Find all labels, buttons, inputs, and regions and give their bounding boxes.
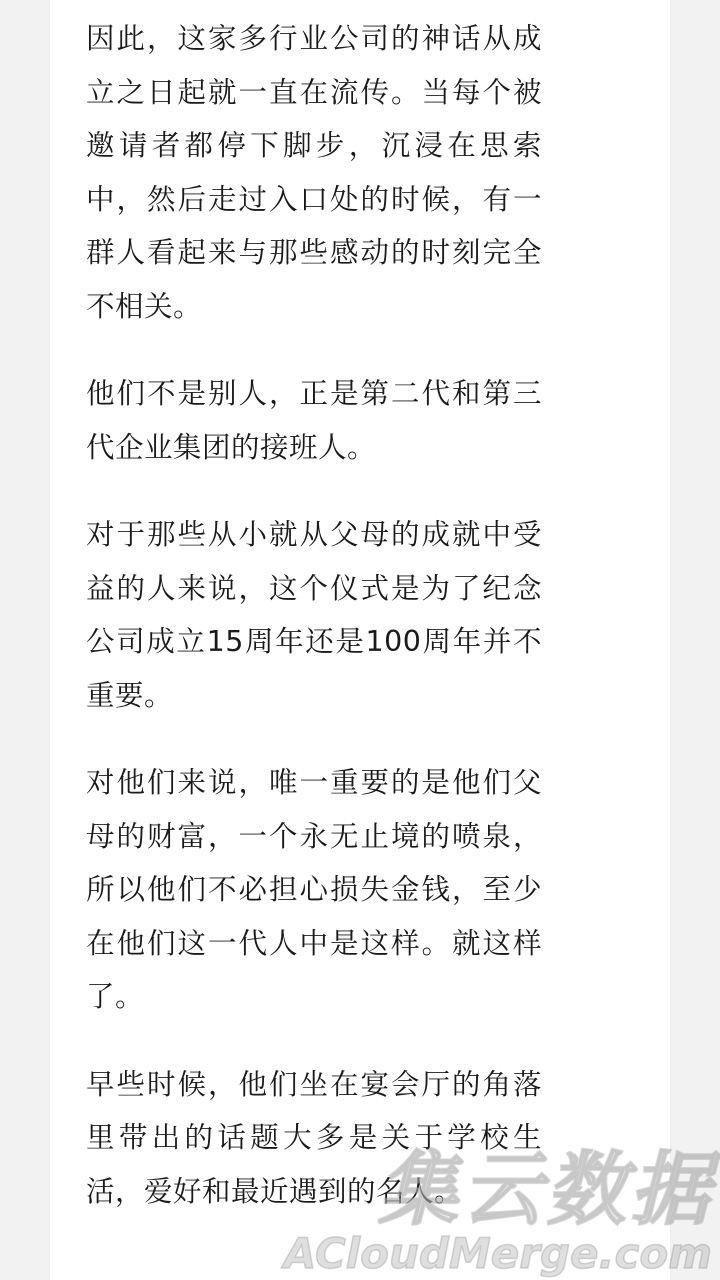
watermark-chinese-text: 集云数据 — [378, 1143, 714, 1236]
paragraph: 对他们来说，唯一重要的是他们父母的财富，一个永无止境的喷泉，所以他们不必担心损失金钱，至少在他们这一代人中是这样。就这样了。 — [86, 766, 542, 1013]
paragraph: 对于那些从小就从父母的成就中受益的人来说，这个仪式是为了纪念公司成立15周年还是100周年并不重要。 — [86, 518, 542, 712]
paragraph: 因此，这家多行业公司的神话从成立之日起就一直在流传。当每个被邀请者都停下脚步，沉浸在思索中，然后走过入口处的时候，有一群人看起来与那些感动的时刻完全不相关。 — [86, 22, 542, 323]
paragraph: 他们不是别人，正是第二代和第三代企业集团的接班人。 — [86, 377, 542, 464]
article-body — [86, 12, 542, 1252]
watermark-english-text: ACloudMerge.com — [283, 1229, 712, 1278]
paragraph: 早些时候，他们坐在宴会厅的角落里带出的话题大多是关于学校生活，爱好和最近遇到的名人。 — [86, 1067, 542, 1208]
